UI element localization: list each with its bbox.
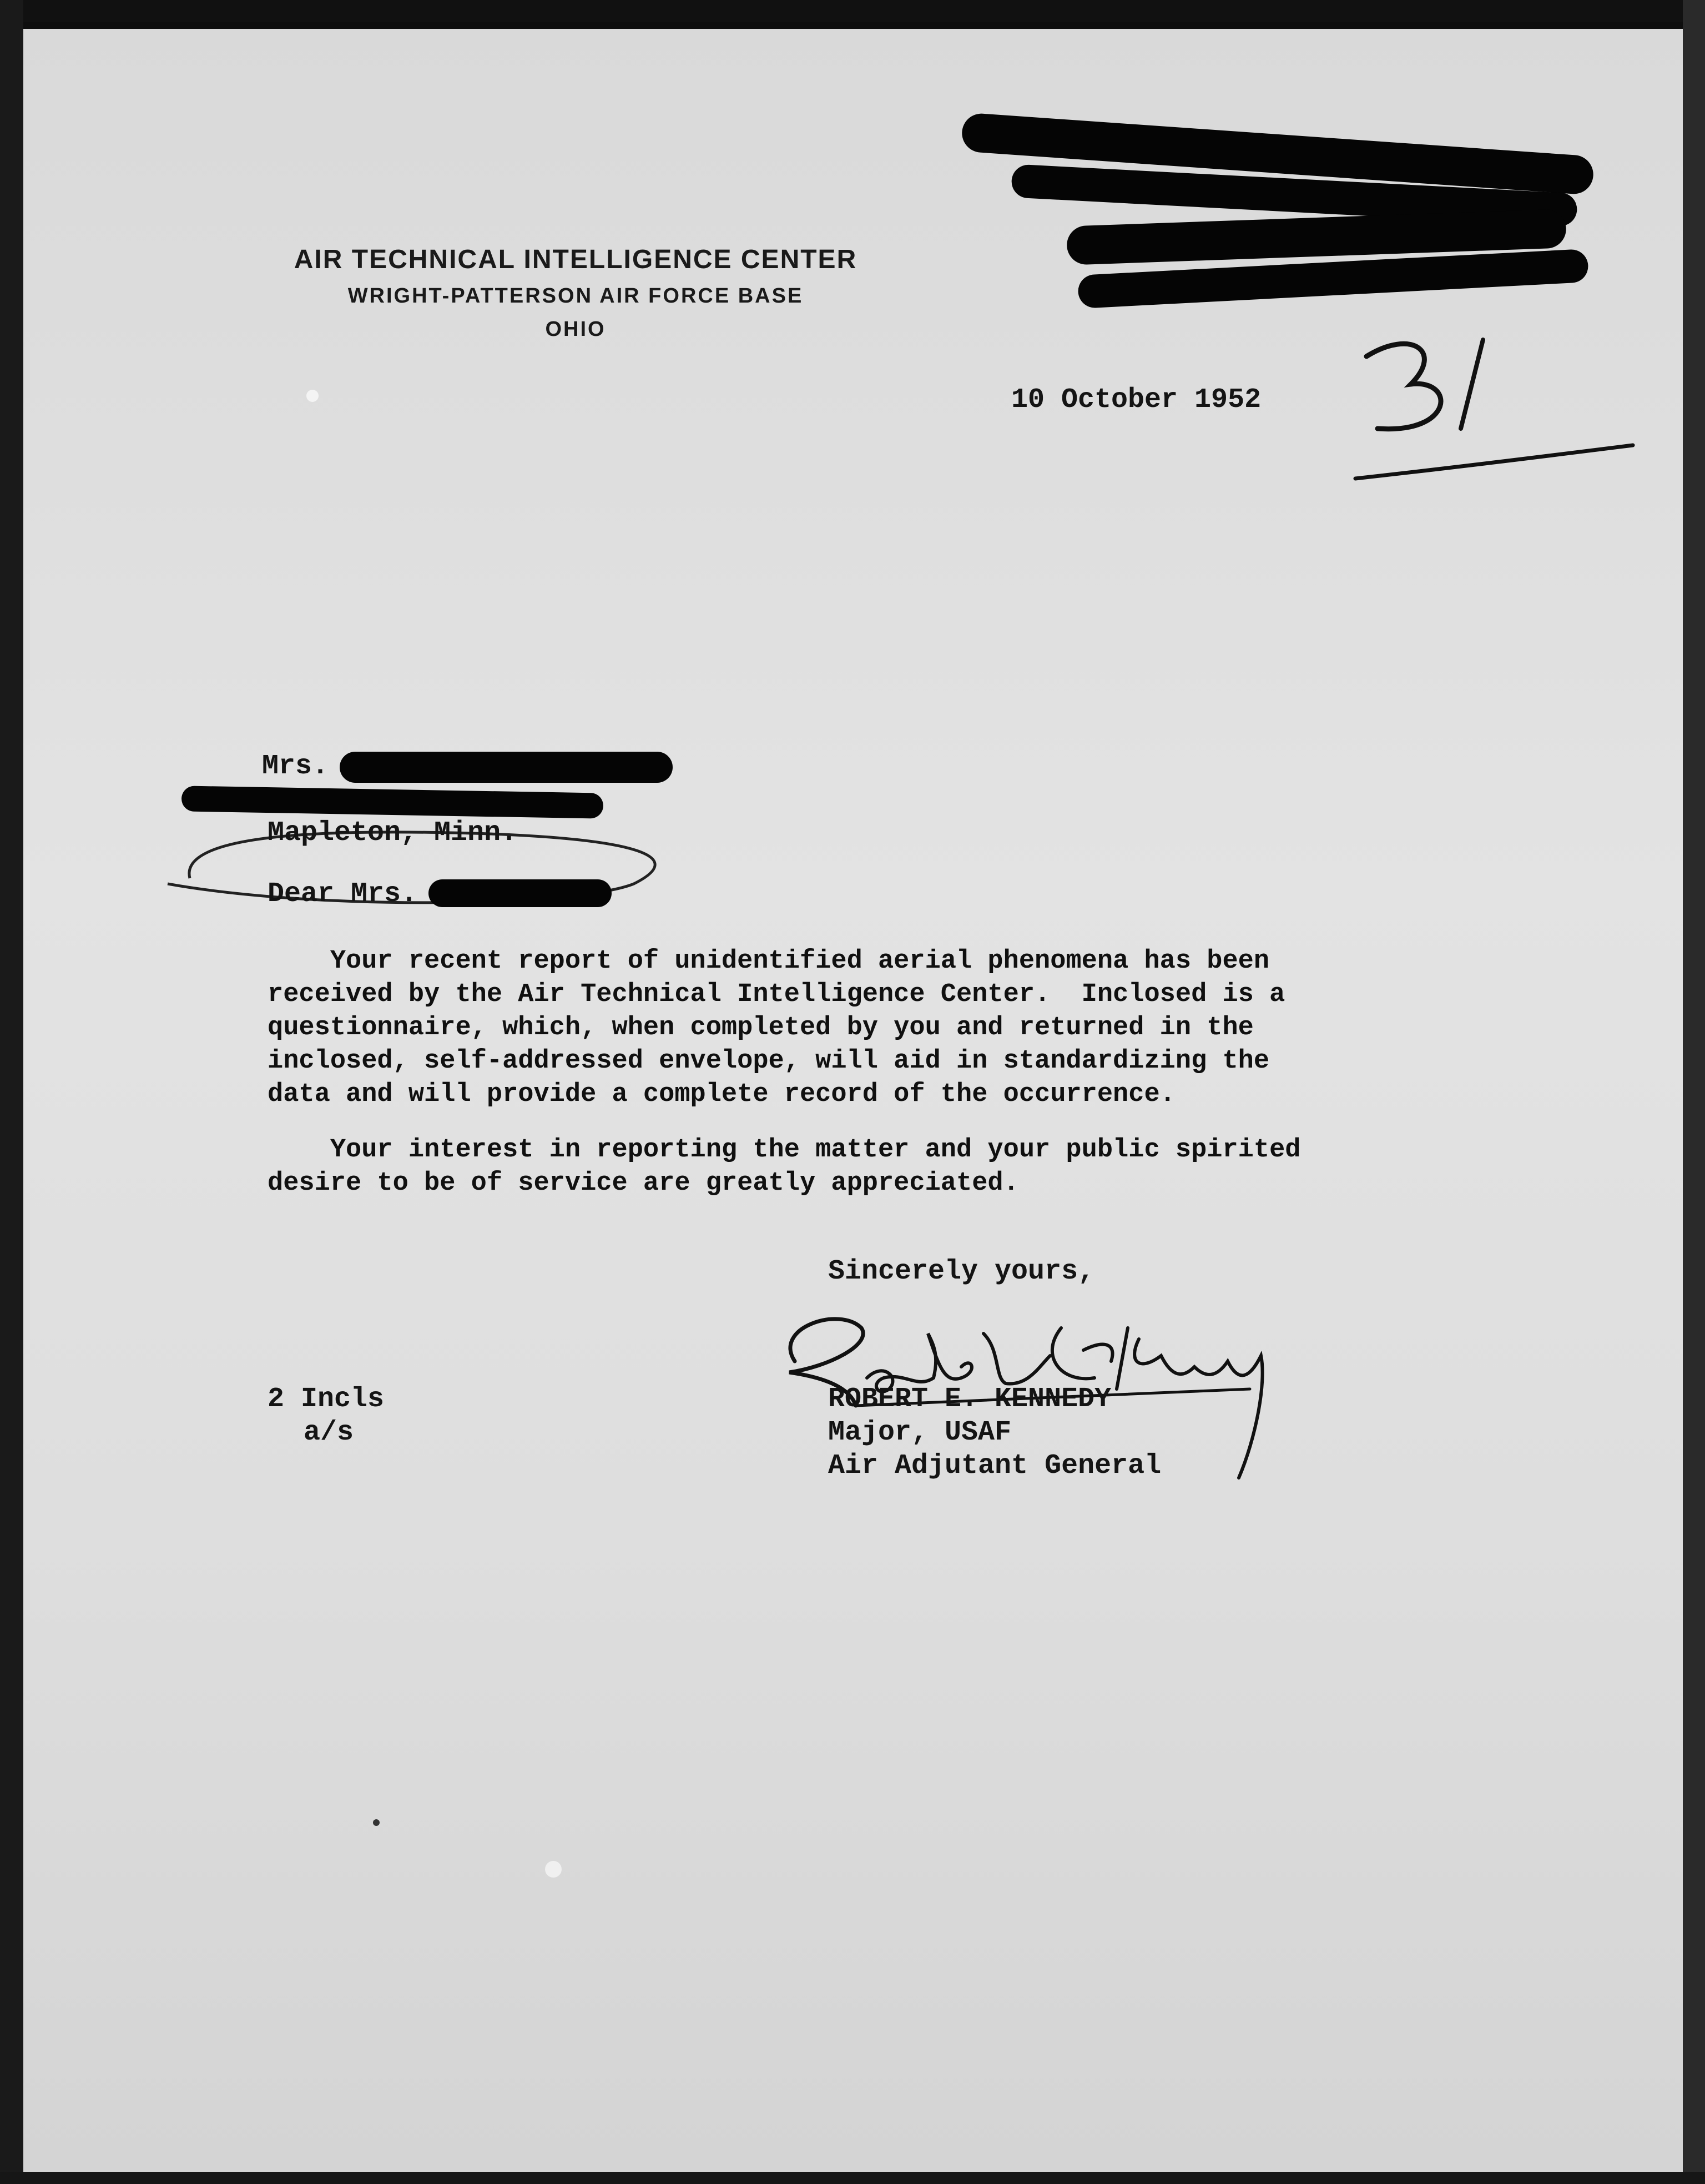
scan-border-bottom (0, 2172, 1705, 2184)
body-line: questionnaire, which, when completed by you and returned in the (268, 1013, 1254, 1043)
scan-speck (306, 390, 319, 402)
handwritten-number-text: 31 (1344, 310, 1353, 320)
body-line: Your recent report of unidentified aerial phenomena has been (268, 947, 1270, 976)
body-line: desire to be of service are greatly appreciated. (268, 1169, 1019, 1198)
recipient-salutation: Mrs. (262, 751, 329, 782)
redaction-mark (340, 752, 673, 783)
header-state: OHIO (545, 318, 606, 341)
signer-title: Air Adjutant General (828, 1450, 1162, 1482)
enclosures-note: a/s (304, 1417, 354, 1448)
signer-rank: Major, USAF (828, 1417, 1012, 1448)
recipient-city: Mapleton, Minn. (268, 817, 518, 849)
scan-border-right (1683, 0, 1705, 2184)
body-paragraph-1 (268, 945, 1433, 1111)
closing: Sincerely yours, (828, 1256, 1095, 1287)
body-paragraph-2 (268, 1134, 1433, 1200)
signature-text: Robert E Kennedy (750, 1287, 817, 1297)
scan-speck (373, 1819, 380, 1826)
scan-speck (545, 1861, 562, 1878)
letter-date: 10 October 1952 (1011, 384, 1262, 416)
header-base: WRIGHT-PATTERSON AIR FORCE BASE (347, 284, 804, 308)
body-line: inclosed, self-addressed envelope, will aid in standardizing the (268, 1046, 1270, 1076)
bleed-through-text (584, 506, 1105, 535)
header-org: AIR TECHNICAL INTELLIGENCE CENTER (294, 245, 857, 274)
enclosures-count: 2 Incls (268, 1383, 385, 1415)
body-line: data and will provide a complete record of the occurrence. (268, 1080, 1176, 1109)
scan-border-top (0, 0, 1705, 22)
greeting: Dear Mrs. (268, 878, 418, 910)
redaction-mark (428, 879, 612, 907)
body-line: Your interest in reporting the matter and your public spirited (268, 1135, 1301, 1165)
body-line: received by the Air Technical Intelligence Center. Inclosed is a (268, 980, 1285, 1009)
handwritten-page-number (1344, 310, 1655, 484)
signer-name: ROBERT E. KENNEDY (828, 1383, 1112, 1415)
letter-page (23, 29, 1683, 2172)
